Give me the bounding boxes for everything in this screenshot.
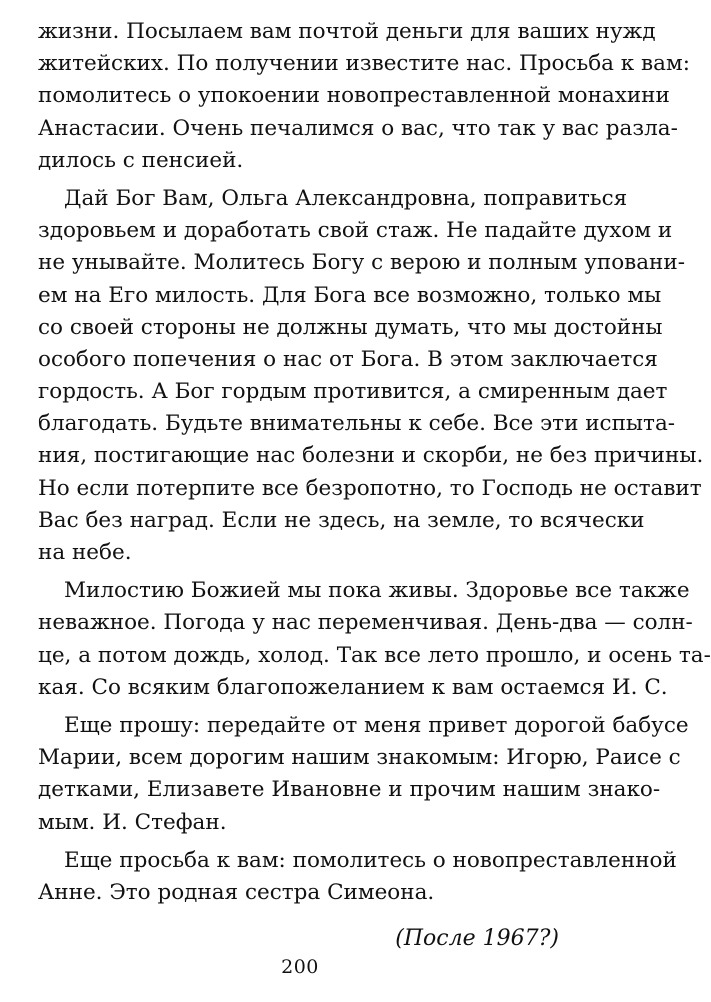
- text-line: Дай Бог Вам, Ольга Александровна, поправиться: [64, 185, 628, 211]
- paragraph-2: [38, 183, 704, 569]
- page-body: [38, 16, 711, 955]
- text-line: неважное. Погода у нас переменчивая. День-два — солн-: [38, 610, 693, 636]
- text-line: детками, Елизавете Ивановне и прочим нашим знако-: [38, 777, 661, 803]
- text-line: на небе.: [38, 540, 132, 565]
- text-line: це, а потом дождь, холод. Так все лето прошло, и осень та-: [38, 642, 711, 668]
- text-line: не унывайте. Молитесь Богу с верою и полным уповани-: [38, 250, 685, 276]
- page-number: 200: [281, 956, 319, 978]
- text-line: жизни. Посылаем вам почтой деньги для ваших нужд: [38, 19, 656, 44]
- text-line: со своей стороны не должны думать, что мы достойны: [38, 314, 663, 340]
- text-line: помолитесь о упокоении новопреставленной монахини: [38, 83, 670, 109]
- paragraph-3: [38, 575, 711, 704]
- text-line: Марии, всем дорогим нашим знакомым: Игорю, Раисе с: [38, 745, 681, 771]
- text-line: Но если потерпите все безропотно, то Господь не оставит: [38, 475, 702, 501]
- text-line: Еще прошу: передайте от меня привет дорогой бабусе: [64, 712, 689, 738]
- text-line: мым. И. Стефан.: [38, 809, 227, 835]
- text-line: Вас без наград. Если не здесь, на земле, то всячески: [38, 507, 645, 533]
- text-line: ем на Его милость. Для Бога все возможно, только мы: [38, 282, 662, 308]
- paragraph-4: [38, 710, 689, 839]
- paragraph-1: [38, 16, 690, 177]
- text-line: дилось с пенсией.: [38, 147, 244, 173]
- text-line: особого попечения о нас от Бога. В этом заключается: [38, 346, 658, 372]
- text-line: кая. Со всяким благопожеланием к вам остаемся И. С.: [38, 674, 668, 700]
- text-line: житейских. По получении известите нас. Просьба к вам:: [38, 51, 690, 77]
- date-annotation: (После 1967?): [395, 926, 559, 952]
- text-line: благодать. Будьте внимательны к себе. Все эти испыта-: [38, 411, 676, 437]
- text-line: ния, постигающие нас болезни и скорби, не без причины.: [38, 443, 704, 469]
- text-line: Анастасии. Очень печалимся о вас, что так у вас разла-: [38, 115, 678, 141]
- text-line: гордость. А Бог гордым противится, а смиренным дает: [38, 379, 668, 405]
- text-line: Еще просьба к вам: помолитесь о новопреставленной: [64, 847, 677, 873]
- text-line: Анне. Это родная сестра Симеона.: [38, 879, 435, 905]
- text-line: Милостию Божией мы пока живы. Здоровье все также: [64, 578, 690, 604]
- text-line: здоровьем и доработать свой стаж. Не падайте духом и: [38, 218, 673, 244]
- paragraph-5: [38, 845, 677, 909]
